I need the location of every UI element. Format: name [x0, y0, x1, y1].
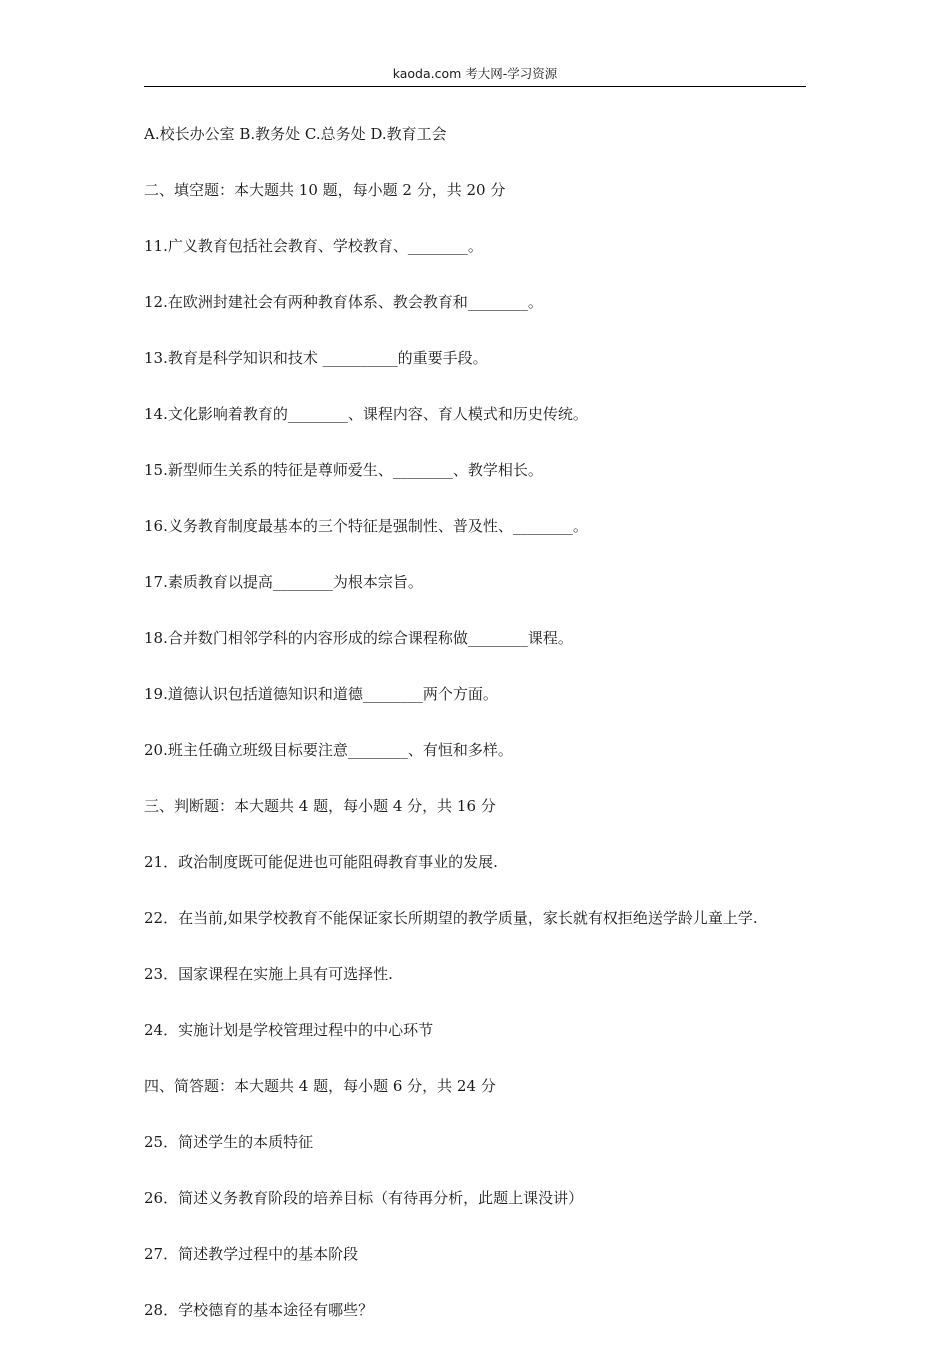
question-27: 27．简述教学过程中的基本阶段 [144, 1245, 359, 1263]
question-18: 18.合并数门相邻学科的内容形成的综合课程称做________课程。 [144, 629, 573, 647]
question-11: 11.广义教育包括社会教育、学校教育、________。 [144, 237, 483, 255]
question-14: 14.文化影响着教育的________、课程内容、育人模式和历史传统。 [144, 405, 588, 423]
options-line: A.校长办公室 B.教务处 C.总务处 D.教育工会 [144, 125, 447, 143]
question-15: 15.新型师生关系的特征是尊师爱生、________、教学相长。 [144, 461, 543, 479]
question-21: 21．政治制度既可能促进也可能阻碍教育事业的发展. [144, 853, 498, 871]
question-26: 26．简述义务教育阶段的培养目标（有待再分析，此题上课没讲） [144, 1189, 584, 1207]
question-24: 24．实施计划是学校管理过程中的中心环节 [144, 1021, 434, 1039]
question-16: 16.义务教育制度最基本的三个特征是强制性、普及性、________。 [144, 517, 588, 535]
question-20: 20.班主任确立班级目标要注意________、有恒和多样。 [144, 741, 513, 759]
section-heading-true-false: 三、判断题：本大题共 4 题，每小题 4 分，共 16 分 [144, 797, 496, 815]
header-title: kaoda.com 考大网-学习资源 [392, 66, 558, 81]
question-25: 25．简述学生的本质特征 [144, 1133, 314, 1151]
question-19: 19.道德认识包括道德知识和道德________两个方面。 [144, 685, 498, 703]
page-header [144, 64, 806, 87]
question-17: 17.素质教育以提高________为根本宗旨。 [144, 573, 423, 591]
question-23: 23．国家课程在实施上具有可选择性. [144, 965, 393, 983]
document-body [144, 122, 809, 1354]
section-heading-fill-in: 二、填空题：本大题共 10 题，每小题 2 分，共 20 分 [144, 181, 506, 199]
question-13: 13.教育是科学知识和技术 __________的重要手段。 [144, 349, 488, 367]
question-22: 22．在当前,如果学校教育不能保证家长所期望的教学质量，家长就有权拒绝送学龄儿童上学. [144, 909, 758, 927]
question-28: 28．学校德育的基本途径有哪些？ [144, 1301, 374, 1319]
question-12: 12.在欧洲封建社会有两种教育体系、教会教育和________。 [144, 293, 543, 311]
section-heading-short-answer: 四、简答题：本大题共 4 题，每小题 6 分，共 24 分 [144, 1077, 496, 1095]
